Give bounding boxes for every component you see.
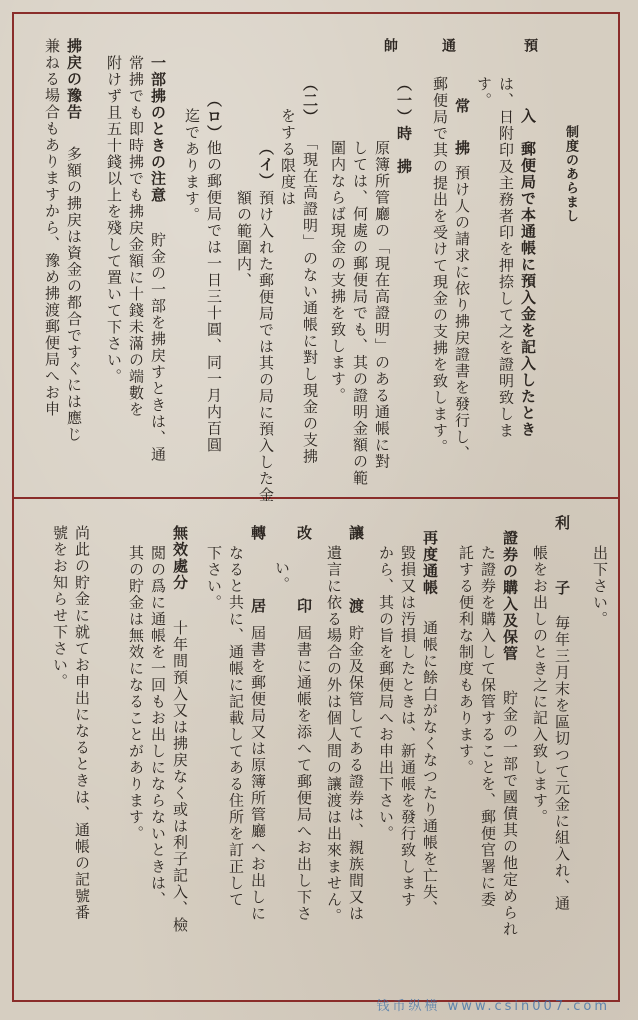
rishi-heading: 利 [553,515,571,532]
bond-line-3: 託する便利な制度もあります。 [457,545,475,776]
i-label: （イ） [257,140,275,190]
rishi-line-2: 帳をお出しのとき之に記入致します。 [531,545,549,826]
final-line-2: 號をお知らせ下さい。 [51,525,69,690]
invalid-line-1: 十年間預入又は拂戻なく或は利子記入、檢 [171,620,189,934]
seal-label: 印 [295,598,313,615]
move-line-2: なると共に、通帳に記載してある住所を訂正して [227,545,245,908]
deposit-line-2: は、日附印及主務者印を押捺して之を證明致しま [497,76,515,439]
invalid-line-3: 其の貯金は無效になることがあります。 [127,545,145,842]
immediate-line-3: 圍内ならば現金の支拂を致します。 [329,140,347,404]
partial-line-2: 常拂でも即時拂でも拂戻金額に十錢未滿の端數を [127,55,145,418]
ro-label: （ロ） [205,92,223,142]
partial-heading: 一部拂のときの注意 [149,55,167,204]
normal-pay-line-1: 預け人の請求に依り拂戻證書を發行し、 [453,165,471,462]
invalid-line-2: 閲の爲に通帳を一回もお出しにならないときは、 [149,545,167,908]
move-line-1: 屆書を郵便局又は原簿所管廳へお出しに [249,625,267,922]
move-label: 居 [249,598,267,615]
reissue-heading: 再度通帳 [421,530,439,596]
reissue-line-3: から、其の旨を郵便局へお申出下さい。 [377,545,395,842]
transfer-line-2: 遺言に依る場合の外は個人間の讓渡は出來ません。 [325,545,343,925]
bond-heading: 證券の購入及保管 [501,530,519,662]
transfer-line-1: 貯金及保管してある證券は、親族間又は [347,625,365,922]
seal-line-1: 屆書に通帳を添へて郵便局へお出し下さ [295,625,313,922]
final-line-1: 尚此の貯金に就てお申出になるときは、通帳の記號番 [73,525,91,921]
section-divider [12,497,620,499]
ro-line-2: 迄であります。 [183,108,201,224]
normal-pay-heading-2: 拂 [453,140,471,157]
partial-line-3: 附けず且五十錢以上を殘して置いて下さい。 [105,55,123,385]
deposit-heading-3: 帥 [382,38,398,74]
transfer-label: 渡 [347,598,365,615]
i-line-1: 預け入れた郵便局では其の局に預入した金 [257,190,275,504]
immediate-label: （一）時 拂 [395,76,413,175]
watermark: 钱币纵横 www.csin007.com [376,999,610,1014]
transfer-heading: 讓 [347,525,365,542]
rishi-line-1: 毎年三月末を區切つて元金に組入れ、通 [553,615,571,912]
move-heading: 轉 [249,525,267,542]
second-line-1: 「現在高證明」のない通帳に對し現金の支拂 [301,135,319,465]
deposit-line-1: 入 郵便局で本通帳に預入金を記入したとき [519,108,537,438]
normal-pay-line-2: 郵便局で其の提出を受けて現金の支拂を致します。 [431,76,449,456]
move-line-3: 下さい。 [205,545,223,611]
notice-heading: 拂戻の豫告 [65,38,83,121]
rishi-continued: 出下さい。 [591,545,609,628]
rishi-label: 子 [553,580,571,597]
bond-line-2: た證券を購入して保管することを、郵便官署に委 [479,545,497,908]
deposit-heading: 預 [522,38,538,74]
partial-line-1: 貯金の一部を拂戻すときは、通 [149,232,167,463]
reissue-line-1: 通帳に餘白がなくなつたり通帳を亡失、 [421,620,439,917]
bond-line-1: 貯金の一部で國債其の他定められ [501,690,519,938]
deposit-heading-2: 通 [440,38,456,74]
immediate-line-1: 原簿所管廳の「現在高證明」のある通帳に對 [373,140,391,470]
normal-pay-heading: 常 [453,98,471,115]
ro-line-1: 他の郵便局では一日三十圓、同一月内百圓 [205,140,223,454]
seal-line-2: い。 [273,560,291,593]
deposit-line-3: す。 [475,76,493,109]
notice-line-1: 多額の拂戻は資金の都合ですぐには應じ [65,146,83,443]
notice-line-2: 兼ねる場合もありますから、豫め拂渡郵便局へお申 [43,38,61,418]
second-line-2: をする限度は [279,108,297,207]
seal-heading: 改 [295,525,313,542]
second-label: （二） [301,76,319,126]
i-line-2: 額の範圍内、 [235,190,253,289]
reissue-line-2: 毀損又は汚損したときは、新通帳を發行致します [399,545,417,908]
immediate-line-2: しては、何處の郵便局でも、其の證明金額の範 [351,140,369,487]
invalid-heading: 無效處分 [171,525,189,591]
system-heading: 制度のあらまし [563,125,578,223]
